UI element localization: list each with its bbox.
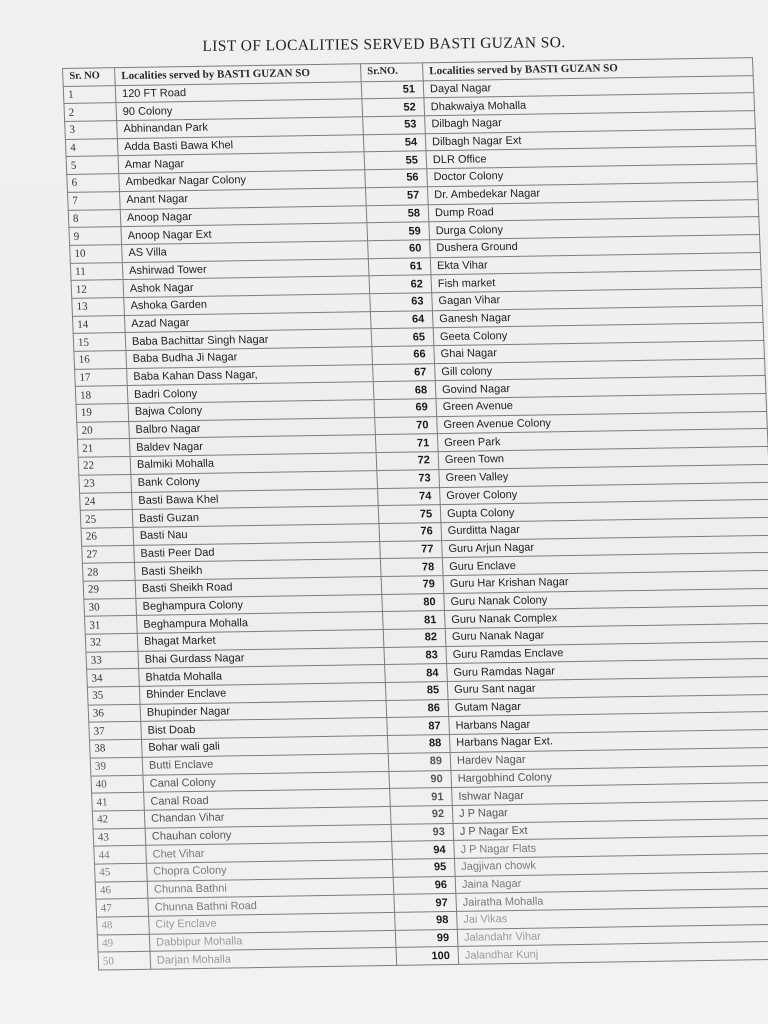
left-locality-cell: Bhatda Mohalla bbox=[139, 665, 386, 687]
left-locality-cell: Baba Budha Ji Nagar bbox=[126, 347, 373, 369]
right-serial-cell: 88 bbox=[387, 735, 450, 754]
left-serial-cell: 11 bbox=[70, 262, 123, 280]
left-serial-cell: 16 bbox=[74, 351, 127, 369]
table-body bbox=[63, 75, 768, 970]
left-serial-cell: 18 bbox=[75, 386, 128, 404]
right-locality-cell: Harbans Nagar Ext. bbox=[449, 729, 768, 752]
left-serial-cell: 49 bbox=[97, 934, 150, 952]
right-serial-cell: 66 bbox=[372, 346, 435, 365]
right-serial-cell: 77 bbox=[380, 540, 443, 559]
left-serial-cell: 24 bbox=[80, 492, 133, 510]
left-serial-cell: 17 bbox=[75, 368, 128, 386]
right-serial-cell: 51 bbox=[361, 81, 424, 100]
left-locality-cell: Anoop Nagar bbox=[120, 205, 367, 227]
left-locality-cell: Ashirwad Tower bbox=[122, 258, 369, 280]
right-serial-cell: 55 bbox=[364, 151, 427, 170]
right-serial-cell: 99 bbox=[395, 929, 458, 948]
localities-table-container bbox=[62, 57, 768, 970]
left-serial-cell: 45 bbox=[94, 863, 147, 881]
right-locality-cell: Dilbagh Nagar Ext bbox=[425, 128, 756, 151]
right-serial-cell: 72 bbox=[376, 452, 439, 471]
left-serial-cell: 3 bbox=[65, 121, 118, 139]
right-locality-cell: Grover Colony bbox=[440, 482, 768, 505]
localities-table bbox=[62, 57, 768, 970]
left-serial-cell: 28 bbox=[82, 563, 135, 581]
left-locality-cell: Basti Sheikh bbox=[134, 559, 381, 581]
left-locality-cell: Chunna Bathni bbox=[147, 877, 394, 899]
right-serial-cell: 59 bbox=[367, 222, 430, 241]
left-serial-cell: 36 bbox=[88, 704, 141, 722]
left-serial-cell: 31 bbox=[85, 616, 138, 634]
header-localities-right: Localities served by BASTI GUZAN SO bbox=[422, 58, 753, 81]
right-serial-cell: 85 bbox=[385, 682, 448, 701]
right-locality-cell: J P Nagar bbox=[452, 800, 768, 823]
right-locality-cell: Jaina Nagar bbox=[455, 871, 768, 894]
left-locality-cell: Bank Colony bbox=[131, 470, 378, 492]
left-locality-cell: Bohar wali gali bbox=[141, 736, 388, 758]
right-serial-cell: 86 bbox=[386, 699, 449, 718]
left-serial-cell: 29 bbox=[83, 580, 136, 598]
right-locality-cell: Guru Enclave bbox=[442, 553, 768, 576]
left-locality-cell: Bajwa Colony bbox=[128, 400, 375, 422]
right-locality-cell: Hardev Nagar bbox=[450, 747, 768, 770]
right-locality-cell: Gurditta Nagar bbox=[441, 517, 768, 540]
right-locality-cell: Green Town bbox=[438, 447, 768, 470]
left-serial-cell: 44 bbox=[94, 846, 147, 864]
right-serial-cell: 96 bbox=[393, 876, 456, 895]
right-serial-cell: 92 bbox=[390, 805, 453, 824]
left-serial-cell: 14 bbox=[72, 315, 125, 333]
left-serial-cell: 37 bbox=[89, 722, 142, 740]
right-locality-cell: Green Park bbox=[437, 429, 768, 452]
left-serial-cell: 25 bbox=[80, 510, 133, 528]
right-serial-cell: 100 bbox=[396, 947, 459, 966]
right-serial-cell: 64 bbox=[370, 310, 433, 329]
left-locality-cell: Bhupinder Nagar bbox=[140, 700, 387, 722]
left-serial-cell: 5 bbox=[66, 156, 119, 174]
left-serial-cell: 10 bbox=[70, 244, 123, 262]
left-serial-cell: 22 bbox=[78, 457, 131, 475]
right-serial-cell: 71 bbox=[375, 434, 438, 453]
right-serial-cell: 69 bbox=[374, 399, 437, 418]
right-locality-cell: Harbans Nagar bbox=[449, 712, 768, 735]
right-serial-cell: 94 bbox=[392, 841, 455, 860]
right-serial-cell: 58 bbox=[366, 204, 429, 223]
left-locality-cell: Bhai Gurdass Nagar bbox=[138, 647, 385, 669]
right-serial-cell: 95 bbox=[392, 858, 455, 877]
right-locality-cell: Guru Sant nagar bbox=[447, 676, 768, 699]
right-serial-cell: 63 bbox=[370, 293, 433, 312]
left-serial-cell: 33 bbox=[86, 651, 139, 669]
left-locality-cell: Ashok Nagar bbox=[123, 276, 370, 298]
left-locality-cell: Chandan Vihar bbox=[144, 806, 391, 828]
right-locality-cell: Jalandahr Vihar bbox=[457, 924, 768, 947]
left-locality-cell: Balbro Nagar bbox=[129, 417, 376, 439]
right-locality-cell: Dayal Nagar bbox=[423, 75, 754, 98]
left-locality-cell: Anoop Nagar Ext bbox=[121, 223, 368, 245]
left-locality-cell: Adda Basti Bawa Khel bbox=[117, 135, 364, 157]
left-serial-cell: 47 bbox=[96, 899, 149, 917]
left-locality-cell: Azad Nagar bbox=[124, 311, 371, 333]
right-serial-cell: 79 bbox=[381, 576, 444, 595]
left-serial-cell: 4 bbox=[65, 138, 118, 156]
right-locality-cell: Green Avenue bbox=[436, 394, 767, 417]
left-locality-cell: Butti Enclave bbox=[142, 753, 389, 775]
right-serial-cell: 70 bbox=[375, 416, 438, 435]
left-locality-cell: Basti Sheikh Road bbox=[135, 576, 382, 598]
right-locality-cell: Gill colony bbox=[435, 358, 766, 381]
left-serial-cell: 42 bbox=[92, 810, 145, 828]
left-locality-cell: Ashoka Garden bbox=[124, 294, 371, 316]
right-serial-cell: 75 bbox=[378, 505, 441, 524]
left-serial-cell: 21 bbox=[77, 439, 130, 457]
right-locality-cell: Jalandhar Kunj bbox=[458, 942, 768, 965]
right-locality-cell: Govind Nagar bbox=[435, 376, 766, 399]
left-locality-cell: Beghampura Mohalla bbox=[137, 612, 384, 634]
right-serial-cell: 60 bbox=[368, 240, 431, 259]
right-locality-cell: Guru Nanak Complex bbox=[444, 606, 768, 629]
right-serial-cell: 90 bbox=[389, 770, 452, 789]
left-locality-cell: Balmiki Mohalla bbox=[130, 453, 377, 475]
right-locality-cell: Gagan Vihar bbox=[432, 287, 763, 310]
right-serial-cell: 98 bbox=[395, 911, 458, 930]
right-serial-cell: 83 bbox=[384, 646, 447, 665]
left-serial-cell: 46 bbox=[95, 881, 148, 899]
left-locality-cell: Chet Vihar bbox=[146, 842, 393, 864]
right-serial-cell: 76 bbox=[379, 522, 442, 541]
right-locality-cell: Guru Arjun Nagar bbox=[442, 535, 768, 558]
left-locality-cell: Chauhan colony bbox=[145, 824, 392, 846]
header-sr-no-right: Sr.NO. bbox=[360, 63, 423, 82]
right-locality-cell: Guru Ramdas Enclave bbox=[446, 641, 768, 664]
right-locality-cell: Fish market bbox=[431, 270, 762, 293]
right-locality-cell: Jai Vikas bbox=[457, 906, 768, 929]
left-locality-cell: Ambedkar Nagar Colony bbox=[119, 170, 366, 192]
right-serial-cell: 68 bbox=[373, 381, 436, 400]
right-locality-cell: Green Valley bbox=[439, 464, 768, 487]
left-serial-cell: 12 bbox=[71, 280, 124, 298]
right-serial-cell: 61 bbox=[368, 257, 431, 276]
left-serial-cell: 13 bbox=[72, 297, 125, 315]
left-locality-cell: Badri Colony bbox=[127, 382, 374, 404]
right-locality-cell: Durga Colony bbox=[429, 217, 760, 240]
right-locality-cell: J P Nagar Flats bbox=[454, 836, 768, 859]
left-locality-cell: Basti Guzan bbox=[132, 506, 379, 528]
right-serial-cell: 82 bbox=[383, 629, 446, 648]
left-serial-cell: 26 bbox=[81, 527, 134, 545]
right-locality-cell: Ishwar Nagar bbox=[452, 782, 768, 805]
right-serial-cell: 81 bbox=[382, 611, 445, 630]
left-serial-cell: 39 bbox=[90, 757, 143, 775]
right-serial-cell: 56 bbox=[365, 169, 428, 188]
left-locality-cell: Beghampura Colony bbox=[136, 594, 383, 616]
left-serial-cell: 23 bbox=[79, 474, 132, 492]
left-serial-cell: 35 bbox=[87, 686, 140, 704]
right-serial-cell: 91 bbox=[390, 788, 453, 807]
right-locality-cell: Dushera Ground bbox=[430, 234, 761, 257]
right-serial-cell: 80 bbox=[382, 593, 445, 612]
left-locality-cell: Bhagat Market bbox=[137, 630, 384, 652]
left-locality-cell: City Enclave bbox=[149, 912, 396, 934]
left-serial-cell: 38 bbox=[90, 739, 143, 757]
left-locality-cell: Basti Peer Dad bbox=[134, 541, 381, 563]
left-serial-cell: 50 bbox=[98, 952, 151, 970]
left-serial-cell: 43 bbox=[93, 828, 146, 846]
header-sr-no-left: Sr. NO bbox=[63, 68, 116, 86]
left-locality-cell: 90 Colony bbox=[116, 99, 363, 121]
right-serial-cell: 54 bbox=[363, 134, 426, 153]
right-locality-cell: Gutam Nagar bbox=[448, 694, 768, 717]
right-locality-cell: Ganesh Nagar bbox=[432, 305, 763, 328]
left-serial-cell: 40 bbox=[91, 775, 144, 793]
left-locality-cell: Chopra Colony bbox=[146, 859, 393, 881]
left-locality-cell: Darjan Mohalla bbox=[150, 948, 397, 970]
left-serial-cell: 8 bbox=[68, 209, 121, 227]
left-locality-cell: Dabbipur Mohalla bbox=[149, 930, 396, 952]
left-serial-cell: 27 bbox=[82, 545, 135, 563]
right-locality-cell: Ekta Vihar bbox=[430, 252, 761, 275]
right-locality-cell: Ghai Nagar bbox=[434, 341, 765, 364]
left-locality-cell: 120 FT Road bbox=[115, 81, 362, 103]
right-serial-cell: 93 bbox=[391, 823, 454, 842]
right-serial-cell: 65 bbox=[371, 328, 434, 347]
left-serial-cell: 41 bbox=[92, 792, 145, 810]
left-serial-cell: 20 bbox=[77, 421, 130, 439]
right-locality-cell: Dump Road bbox=[428, 199, 759, 222]
left-locality-cell: AS Villa bbox=[122, 241, 369, 263]
right-locality-cell: Dhakwaiya Mohalla bbox=[424, 93, 755, 116]
left-locality-cell: Bhinder Enclave bbox=[139, 683, 386, 705]
right-serial-cell: 78 bbox=[380, 558, 443, 577]
right-locality-cell: Guru Har Krishan Nagar bbox=[443, 570, 768, 593]
right-serial-cell: 57 bbox=[365, 187, 428, 206]
left-serial-cell: 32 bbox=[85, 633, 138, 651]
right-serial-cell: 97 bbox=[394, 894, 457, 913]
right-serial-cell: 89 bbox=[388, 752, 451, 771]
document-title: LIST OF LOCALITIES SERVED BASTI GUZAN SO. bbox=[202, 34, 566, 55]
right-locality-cell: DLR Office bbox=[426, 146, 757, 169]
right-locality-cell: Gupta Colony bbox=[440, 500, 768, 523]
left-locality-cell: Basti Bawa Khel bbox=[132, 488, 379, 510]
left-serial-cell: 2 bbox=[64, 103, 117, 121]
left-serial-cell: 48 bbox=[97, 916, 150, 934]
right-locality-cell: Guru Ramdas Nagar bbox=[447, 659, 768, 682]
right-serial-cell: 87 bbox=[387, 717, 450, 736]
right-serial-cell: 67 bbox=[373, 363, 436, 382]
left-locality-cell: Baba Kahan Dass Nagar, bbox=[127, 364, 374, 386]
left-locality-cell: Amar Nagar bbox=[118, 152, 365, 174]
left-serial-cell: 30 bbox=[84, 598, 137, 616]
right-locality-cell: Green Avenue Colony bbox=[437, 411, 768, 434]
right-locality-cell: Guru Nanak Colony bbox=[444, 588, 768, 611]
right-serial-cell: 74 bbox=[378, 487, 441, 506]
left-serial-cell: 19 bbox=[76, 404, 129, 422]
left-locality-cell: Abhinandan Park bbox=[117, 117, 364, 139]
left-locality-cell: Baldev Nagar bbox=[129, 435, 376, 457]
right-locality-cell: Jairatha Mohalla bbox=[456, 889, 768, 912]
right-locality-cell: Jagjivan chowk bbox=[454, 853, 768, 876]
left-serial-cell: 15 bbox=[73, 333, 126, 351]
right-locality-cell: Guru Nanak Nagar bbox=[445, 623, 768, 646]
left-serial-cell: 9 bbox=[69, 227, 122, 245]
left-locality-cell: Anant Nagar bbox=[119, 188, 366, 210]
right-serial-cell: 52 bbox=[362, 98, 425, 117]
right-serial-cell: 62 bbox=[369, 275, 432, 294]
left-locality-cell: Baba Bachittar Singh Nagar bbox=[125, 329, 372, 351]
right-serial-cell: 53 bbox=[363, 116, 426, 135]
left-locality-cell: Canal Colony bbox=[143, 771, 390, 793]
left-serial-cell: 6 bbox=[67, 174, 120, 192]
right-locality-cell: Doctor Colony bbox=[427, 164, 758, 187]
header-localities-left: Localities served by BASTI GUZAN SO bbox=[115, 64, 362, 86]
left-locality-cell: Basti Nau bbox=[133, 523, 380, 545]
left-serial-cell: 1 bbox=[63, 85, 116, 103]
right-serial-cell: 84 bbox=[385, 664, 448, 683]
right-locality-cell: J P Nagar Ext bbox=[453, 818, 768, 841]
left-locality-cell: Chunna Bathni Road bbox=[148, 895, 395, 917]
left-serial-cell: 7 bbox=[67, 191, 120, 209]
left-serial-cell: 34 bbox=[87, 669, 140, 687]
left-locality-cell: Canal Road bbox=[144, 789, 391, 811]
right-locality-cell: Dr. Ambedekar Nagar bbox=[427, 181, 758, 204]
right-serial-cell: 73 bbox=[377, 469, 440, 488]
right-locality-cell: Hargobhind Colony bbox=[451, 765, 768, 788]
right-locality-cell: Geeta Colony bbox=[433, 323, 764, 346]
right-locality-cell: Dilbagh Nagar bbox=[425, 111, 756, 134]
left-locality-cell: Bist Doab bbox=[141, 718, 388, 740]
